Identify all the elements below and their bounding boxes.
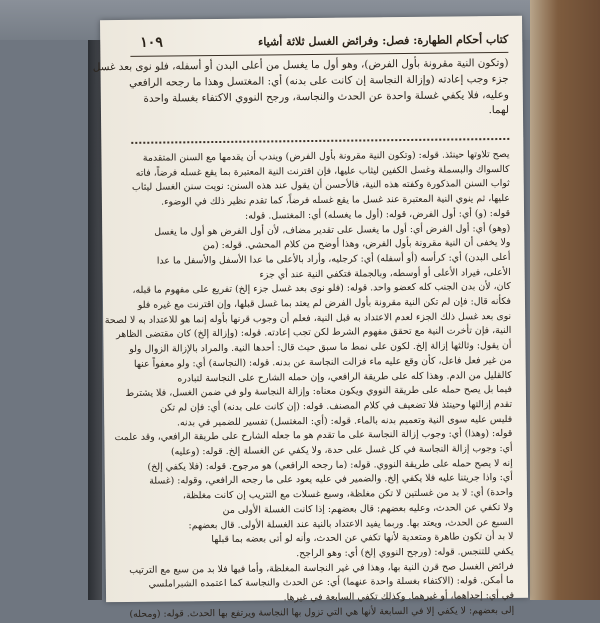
commentary-line: (وهو) أي: أول الفرض أي: أول ما يغسل على تقدير مضاف، لأن أول الفرض هو أول ما يغسل [154, 222, 511, 238]
commentary-line: النية، فإن تأخرت النية مع تحقق مفهوم الشرط لكن تجب إعادته. قوله: (وإزالة إلخ) كان مقتضى الظاهر [116, 325, 512, 341]
commentary-line: فيما بل يصح حمله على طريقة النووي ويكون معناه: وإزالة النجاسة ولو في ضمن الغسل، فلا يشترط [125, 384, 512, 400]
commentary-line: واحدة) أي: لا بد من غسلتين لا تكن مغلظة، وسبع غسلات مع التتريب إن كانت مغلظة، [182, 487, 514, 502]
commentary-line: يكفي للتنجس. قوله: (ورجح النووي إلخ) أي: وهو الراجح. [296, 545, 514, 560]
commentary-line: في أي: إحداهما، أو غيرهما. وكذلك تكفي السابعة في غيرها. [283, 589, 515, 604]
commentary-line: عليها، ثم ينوي النية المعتبرة عند غسل ما يقع غسله فرضاً، كما تقدم نظير ذلك في الوضوء. [161, 193, 510, 208]
commentary-line: ثواب السنن المذكورة وكفته هذه النية، فالأحسن أن يقول عند هذه السنن: نويت سنن الغسل ليثاب [131, 178, 510, 194]
commentary-line: فكأنه قال: فإن لم تكن النية مقرونة بأول الفرض لم يعتد بما غسل قبلها، وإن اقترنت مع غيره فلو [137, 295, 512, 311]
commentary-line: الأعلى، فيراد الأعلى أو أوسطه، وبالجملة فتكفي النية عند أي جزء [259, 266, 511, 281]
commentary-line: لا بد أن تكون طاهرة ومتعدية لأنها تكفي عن الحدث، وأنه لو أتى بعضه بما قبلها [211, 531, 514, 546]
commentary-line: كالقليل من الدم. وهذا كله على طريقة الرافعي، وإن حمله الشارح على النجاسة لتبادره [177, 369, 512, 384]
commentary-line: أعلى البدن) أي: كرأسه (أو أسفله) أي: كرجليه، وأراد بالأعلى ما عدا الأسفل والأسفل ما عدا [156, 251, 511, 267]
commentary-line: يصح تلاوتها حينئذ. قوله: (وتكون النية مقرونة بأول الفرض) ويندب أن يقدمها مع السنن المتقدمة [142, 148, 510, 164]
main-text-line: جزء وجب إعادته (وإزالة النجاسة إن كانت على بدنه) أي: المغتسل وهذا ما رجحه الرافعي [129, 72, 509, 89]
main-text-line: وعليه، فلا يكفي غسلة واحدة عن الحدث والنجاسة، ورجح النووي الاكتفاء بغسلة واحدة [143, 88, 509, 105]
commentary-line: ولا يخفى أن النية مقرونة بأول الفرض، وهذا أوضح من كلام المحشي. قوله: (من [202, 237, 511, 252]
commentary-line: أن يقول: وثالثها إزالة إلخ. لكون على نمط ما سبق حيث قال: أحدها النية. والمراد بالإزالة الزوال ولو [129, 340, 512, 356]
page-header [140, 28, 508, 54]
dotted-separator [131, 138, 509, 148]
page-edges [530, 0, 600, 600]
commentary-line: ما أمكن. قوله: (الاكتفاء بغسلة واحدة عنهما) أي: عن الحدث والنجاسة كما اعتمده الشبراملسي [148, 575, 514, 591]
commentary-line: قوله: (وهذا) أي: وجوب إزالة النجاسة على ما تقدم هو ما جعله الشارح على طريقة الرافعي، وقد علمت [114, 428, 513, 444]
commentary-line: السبع عن الحدث، ويعتد بها. وربما يفيد الاعتداد بالنية عند الغسلة الأولى. قال بعضهم: [188, 516, 514, 531]
main-text-block [92, 56, 510, 123]
commentary-line: أي: واذا جريتنا عليه فلا يكفي إلخ. والضمير في عليه يعود على ما رجحه الرافعي، وقوله: (غسلة [149, 472, 513, 488]
commentary-line: إلى بعضهم: لا يكفي إلا في السابعة لأنها هي التي تزول بها النجاسة ويرتفع بها الحدث. قوله: (ومحله) [129, 604, 515, 620]
main-text-line: لهما. [488, 104, 510, 117]
commentary-line: من غير فعل فاعل، كأن وقع عليه ماء فزالت النجاسة عن بدنه. قوله: (النجاسة) أي: ولو معفواً عنها [133, 354, 512, 370]
commentary-line: أي: وجوب إزالة النجاسة في كل غسل على حدة، ولا يكفي عن الغسلة إلخ. قوله: (وعليه) [170, 442, 513, 458]
page-number: ١٠٩ [140, 34, 163, 51]
commentary-line: كالسواك والبسملة وغسل الكفين ليثاب عليها، فإن اقترنت النية المعتبرة بما يقع غسله فرضاً، فاته [135, 163, 510, 179]
commentary-line: تقدم إزالتها وحينئذ فلا تضعيف في كلام المصنف. قوله: (إن كانت على بدنه) أي: فإن لم تكن [160, 398, 513, 414]
commentary-line: إنه لا يصح حمله على طريقة النووي. قوله: (ما رجحه الرافعي) هو مرجوح. قوله: (فلا يكفي إلخ) [147, 457, 513, 473]
commentary-line: فرائض الغسل صح قرن النية بها، وهذا في غير النجاسة المغلظة، وأما فيها فلا بد من سبع مع الترتيب [129, 560, 514, 576]
commentary-block [104, 148, 515, 622]
commentary-line: ولا تكفي عن الحدث، وعليه بعضهم: قال بعضهم: إذا كانت الغسلة الأولى من [222, 501, 514, 516]
running-title: كتاب أحكام الطهارة: فصل: وفرائض الغسل ثلاثة أشياء [258, 32, 509, 49]
book-page [92, 16, 528, 620]
main-text-line: (وتكون النية مقرونة بأول الفرض)، وهو أول ما يغسل من أعلى البدن أو أسفله، فلو نوى بعد غسل [92, 56, 509, 74]
commentary-line: فليس عليه سوى النية وتعميم بدنه بالماء. قوله: (أي: المغتسل) تفسير للضمير في بدنه. [176, 413, 513, 429]
commentary-line: كان، لأن بدن الجنب كله كعضو واحد. قوله: (فلو نوى بعد غسل جزء إلخ) تفريع على مفهوم ما قبله، [132, 281, 511, 297]
book-spine [88, 40, 102, 600]
commentary-line: نوى بعد غسل ذلك الجزء لعدم الاعتداد به قبل النية، فعلم أن وجوب قرنها بأوله إنما هو للاعتداد به لا لصحة [104, 310, 512, 326]
commentary-line: قوله: (و) أي: أول الفرض، قوله: (أول ما يغسله) أي: المغتسل. قوله: [244, 207, 511, 222]
